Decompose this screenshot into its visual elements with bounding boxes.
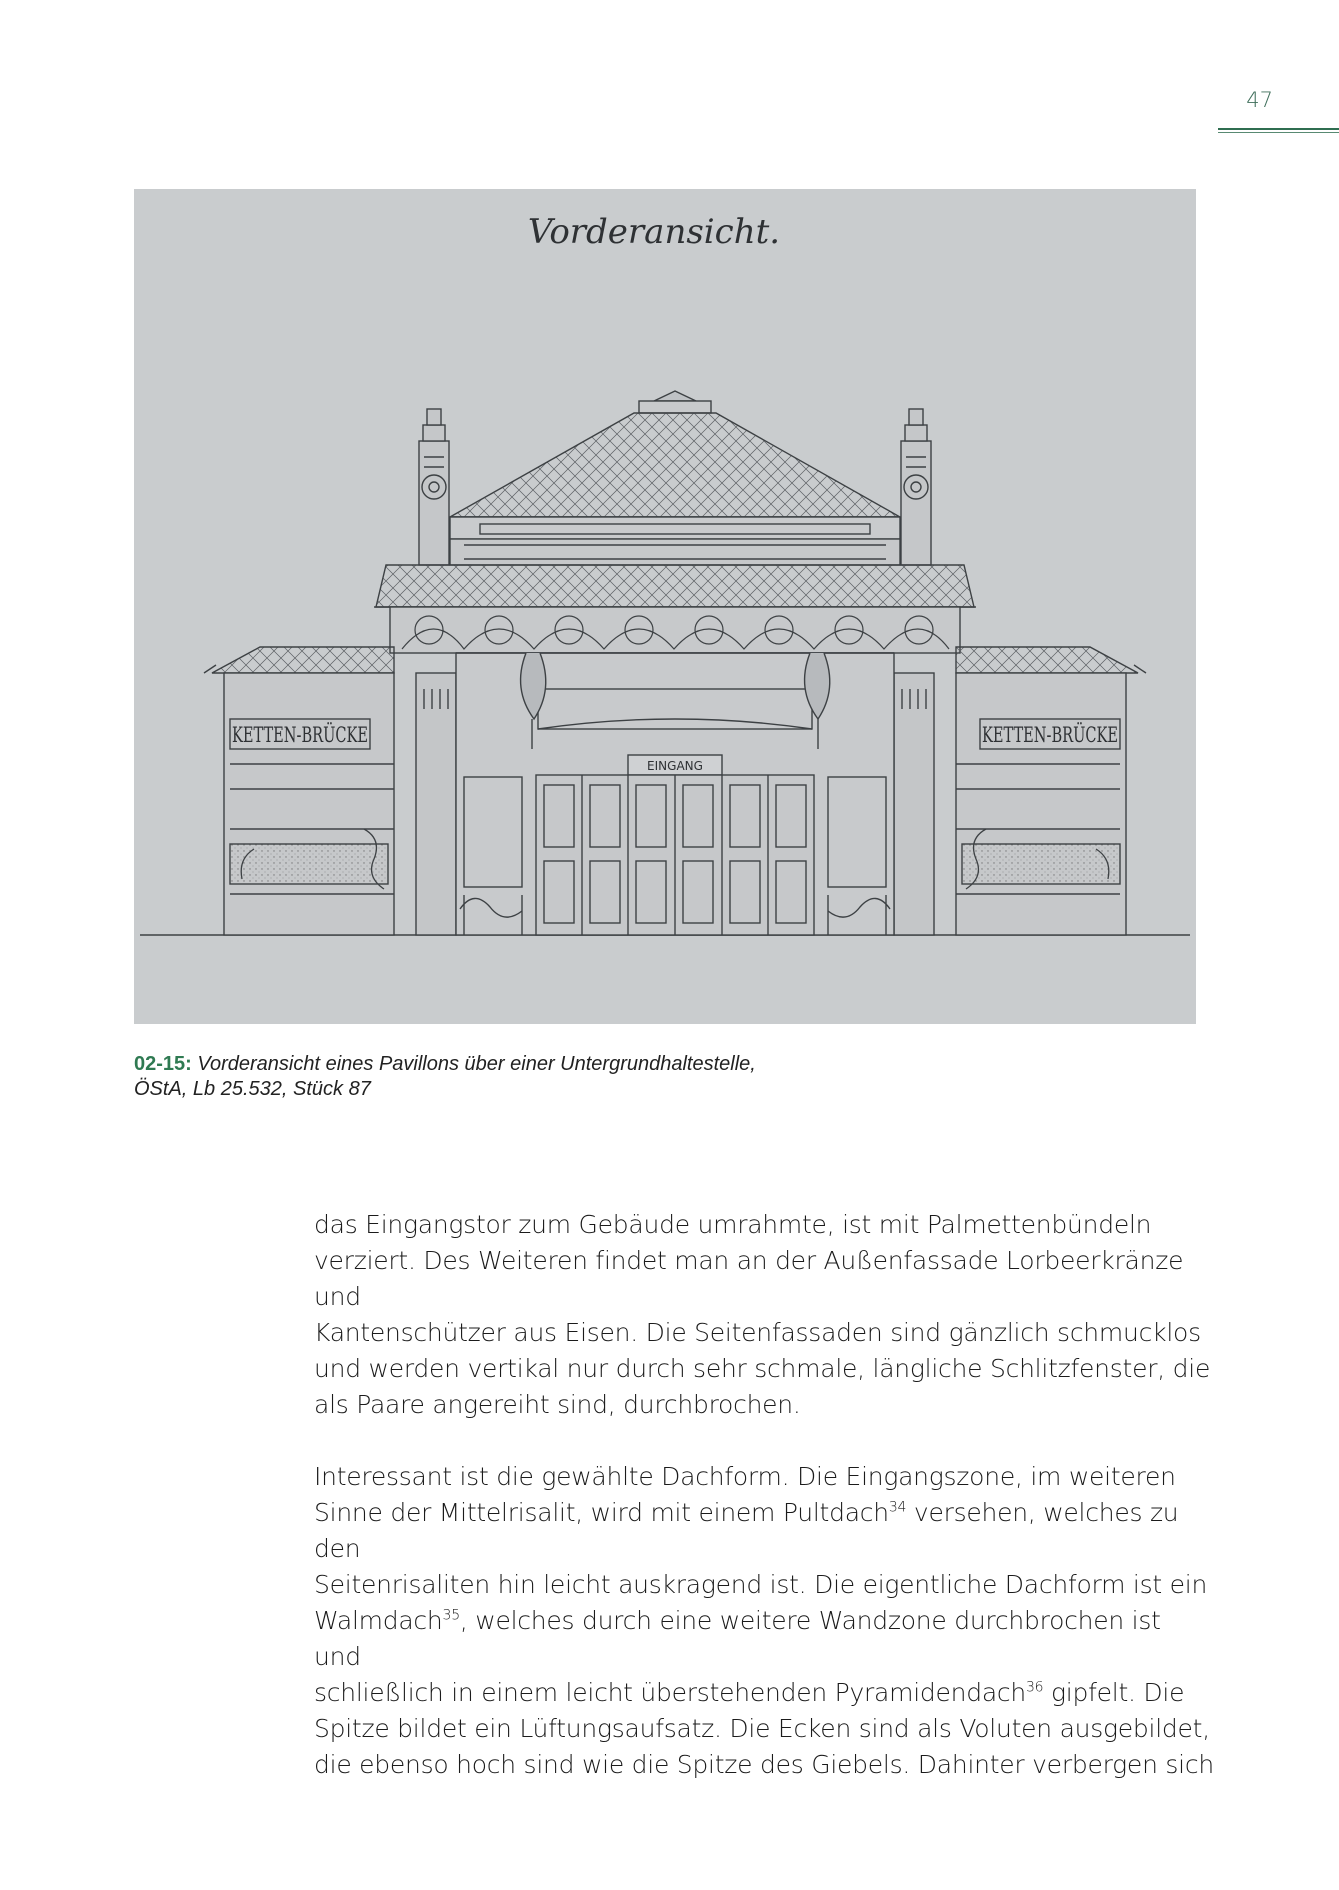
footnote-ref-36[interactable]: 36: [1026, 1679, 1044, 1696]
p2-line-2a: Sinne der Mittelrisalit, wird mit einem Pultdach: [314, 1498, 889, 1527]
paragraph-1: [314, 1207, 1214, 1423]
p1-line-2: verziert. Des Weiteren findet man an der Außenfassade Lorbeerkränze und: [314, 1246, 1184, 1311]
p2-line-5b: gipfelt. Die: [1043, 1678, 1185, 1707]
paragraph-2: [314, 1459, 1214, 1783]
caption-line-1: Vorderansicht eines Pavillons über einer Untergrundhaltestelle,: [197, 1053, 756, 1075]
caption-line-2: ÖStA, Lb 25.532, Stück 87: [134, 1078, 371, 1100]
p1-line-5: als Paare angereiht sind, durchbrochen.: [314, 1390, 801, 1419]
p1-line-3: Kantenschützer aus Eisen. Die Seitenfassaden sind gänzlich schmucklos: [314, 1318, 1201, 1347]
p1-line-4: und werden vertikal nur durch sehr schmale, längliche Schlitzfenster, die: [314, 1354, 1211, 1383]
p2-line-2b: versehen, welches zu den: [314, 1498, 1179, 1563]
figure-elevation-drawing: [134, 189, 1196, 1024]
p1-line-1: das Eingangstor zum Gebäude umrahmte, ist mit Palmettenbündeln: [314, 1210, 1152, 1239]
door-label: EINGANG: [647, 759, 703, 773]
p2-line-7: die ebenso hoch sind wie die Spitze des Giebels. Dahinter verbergen sich: [314, 1750, 1214, 1779]
caption-label: 02-15:: [134, 1053, 192, 1075]
p2-line-4a: Walmdach: [314, 1606, 443, 1635]
p2-line-5a: schließlich in einem leicht überstehenden Pyramidendach: [314, 1678, 1027, 1707]
sign-left: KETTEN-BRÜCKE: [232, 723, 429, 747]
p2-line-4b: , welches durch eine weitere Wandzone durchbrochen ist und: [314, 1606, 1161, 1671]
sign-right: KETTEN-BRÜCKE: [982, 723, 1179, 747]
p2-line-3: Seitenrisaliten hin leicht auskragend ist. Die eigentliche Dachform ist ein: [314, 1570, 1208, 1599]
drawing-title: Vorderansicht.: [527, 212, 781, 252]
footnote-ref-35[interactable]: 35: [442, 1607, 460, 1624]
p2-line-6: Spitze bildet ein Lüftungsaufsatz. Die Ecken sind als Voluten ausgebildet,: [314, 1714, 1210, 1743]
figure-caption: [134, 1052, 1034, 1102]
page-number: 47: [1246, 88, 1273, 112]
footnote-ref-34[interactable]: 34: [888, 1499, 907, 1516]
body-text: [314, 1207, 1214, 1783]
page-rule: [1218, 128, 1339, 134]
p2-line-1: Interessant ist die gewählte Dachform. Die Eingangszone, im weiteren: [314, 1462, 1176, 1491]
